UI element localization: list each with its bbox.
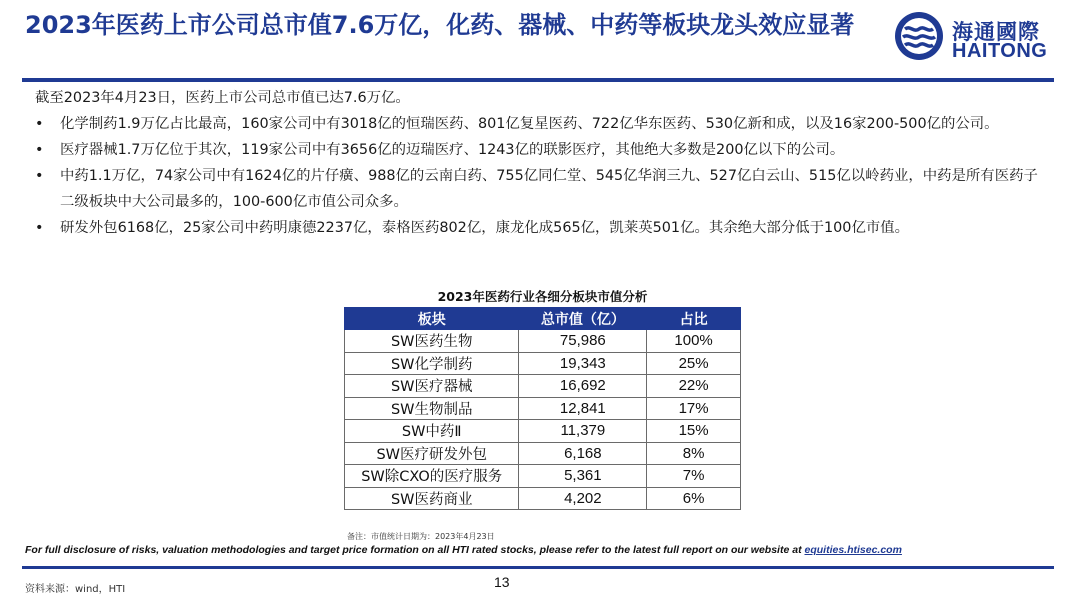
cell-market-cap: 11,379: [519, 420, 647, 443]
cell-share: 7%: [647, 465, 741, 488]
cell-share: 25%: [647, 352, 741, 375]
cell-market-cap: 12,841: [519, 397, 647, 420]
table-row: [345, 375, 741, 398]
cell-market-cap: 19,343: [519, 352, 647, 375]
cell-sector: SW医药生物: [345, 330, 519, 353]
bullet-text: 中药1.1万亿，74家公司中有1624亿的片仔癀、988亿的云南白药、755亿同仁堂、545亿华润三九、527亿白云山、515亿以岭药业，中药是所有医药子二级板块中大公司最多的，100-600亿市值公司众多。: [60, 168, 1038, 210]
cell-market-cap: 16,692: [519, 375, 647, 398]
column-header-share: 占比: [647, 308, 741, 330]
table-title: 2023年医药行业各细分板块市值分析: [437, 289, 648, 304]
cell-sector: SW医疗研发外包: [345, 442, 519, 465]
bullet-marker: •: [35, 116, 44, 132]
cell-share: 100%: [647, 330, 741, 353]
cell-share: 17%: [647, 397, 741, 420]
bullet-item: [35, 215, 1045, 241]
haitong-logo-icon: [893, 10, 945, 62]
cell-sector: SW医药商业: [345, 487, 519, 510]
bullet-text: 化学制药1.9万亿占比最高，160家公司中有3018亿的恒瑞医药、801亿复星医药、722亿华东医药、530亿新和成，以及16家200-500亿的公司。: [60, 116, 999, 132]
table-row: [345, 442, 741, 465]
bullet-text: 医疗器械1.7万亿位于其次，119家公司中有3656亿的迈瑞医疗、1243亿的联影医疗，其他绝大多数是200亿以下的公司。: [60, 142, 845, 158]
table-header-row: [345, 308, 741, 330]
cell-sector: SW医疗器械: [345, 375, 519, 398]
cell-share: 6%: [647, 487, 741, 510]
market-cap-table: [344, 307, 741, 510]
table-row: [345, 465, 741, 488]
content-body: [35, 85, 1045, 241]
column-header-market-cap: 总市值（亿）: [519, 308, 647, 330]
cell-share: 15%: [647, 420, 741, 443]
table-row: [345, 330, 741, 353]
disclosure-body: For full disclosure of risks, valuation methodologies and target price formation on all HTI rated stocks, please refer to the latest full report on our website at: [25, 544, 805, 556]
source-text: 资料来源：wind，HTI: [25, 584, 126, 595]
logo-english-text: HAITONG: [952, 40, 1048, 62]
header-divider: [22, 78, 1054, 82]
haitong-logo: [893, 10, 1063, 66]
bullet-marker: •: [35, 142, 44, 158]
bullet-marker: •: [35, 220, 44, 236]
cell-market-cap: 5,361: [519, 465, 647, 488]
intro-text: 截至2023年4月23日，医药上市公司总市值已达7.6万亿。: [35, 90, 410, 106]
bullet-item: [35, 111, 1045, 137]
bullet-item: [35, 163, 1045, 215]
table-row: [345, 420, 741, 443]
table-row: [345, 397, 741, 420]
bullet-text: 研发外包6168亿，25家公司中药明康德2237亿，泰格医药802亿，康龙化成565亿，凯莱英501亿。其余绝大部分低于100亿市值。: [60, 220, 910, 236]
logo-chinese-text: 海通國際: [952, 20, 1040, 44]
footer-divider: [22, 566, 1054, 569]
cell-market-cap: 75,986: [519, 330, 647, 353]
cell-sector: SW除CXO的医疗服务: [345, 465, 519, 488]
disclosure-text: [25, 544, 902, 556]
cell-sector: SW化学制药: [345, 352, 519, 375]
page-number: 13: [494, 574, 510, 590]
column-header-sector: 板块: [345, 308, 519, 330]
page-title: 2023年医药上市公司总市值7.6万亿，化药、器械、中药等板块龙头效应显著: [25, 11, 855, 39]
bullet-item: [35, 137, 1045, 163]
table-row: [345, 487, 741, 510]
website-link[interactable]: equities.htisec.com: [804, 544, 902, 556]
cell-market-cap: 6,168: [519, 442, 647, 465]
cell-share: 22%: [647, 375, 741, 398]
table-row: [345, 352, 741, 375]
cell-sector: SW生物制品: [345, 397, 519, 420]
bullet-marker: •: [35, 168, 44, 184]
table-note: 备注：市值统计日期为：2023年4月23日: [347, 532, 495, 541]
cell-market-cap: 4,202: [519, 487, 647, 510]
cell-share: 8%: [647, 442, 741, 465]
cell-sector: SW中药Ⅱ: [345, 420, 519, 443]
